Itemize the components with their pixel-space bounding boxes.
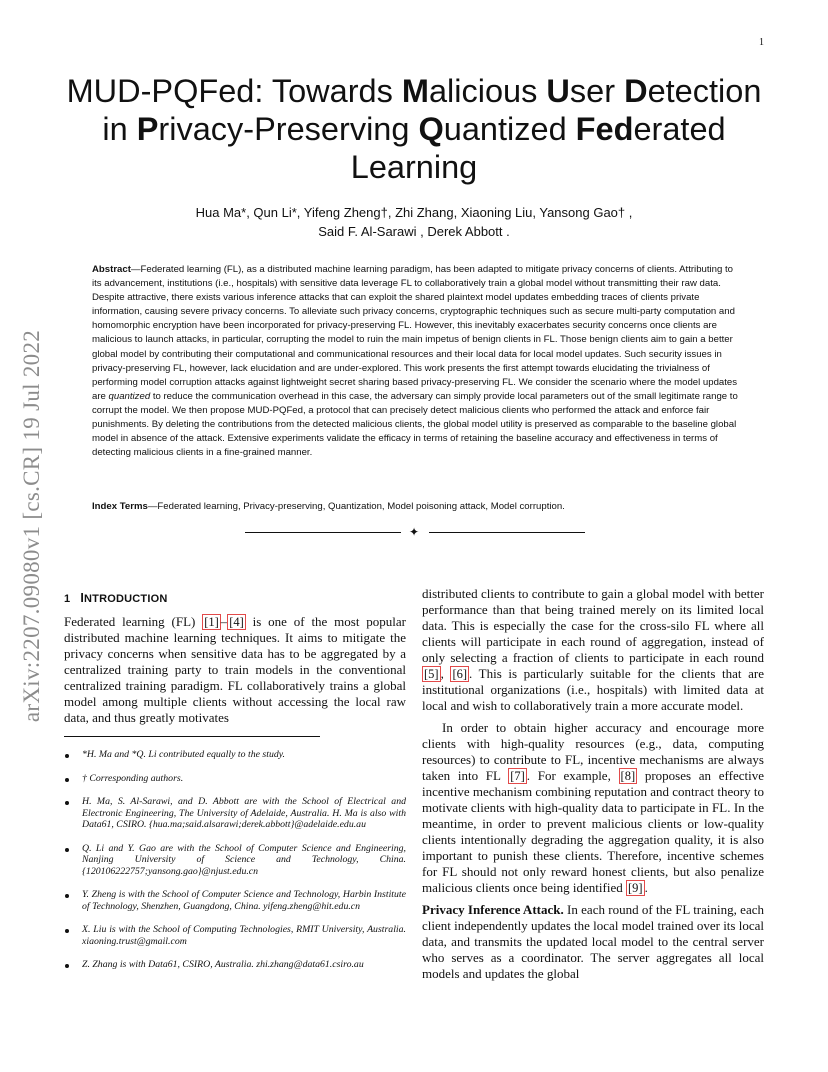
title-line-2	[60, 110, 768, 148]
arxiv-side-identifier	[12, 296, 52, 756]
footnote-item: H. Ma, S. Al-Sarawi, and D. Abbott are with the School of Electrical and Electronic Engineering, The University of Adelaide, Australia. H. Ma is also with Data61, CSIRO. {hua.ma;said.alsarawi;derek.abbott}@adelaide.edu.au	[64, 796, 406, 831]
page-number: 1	[759, 37, 764, 48]
author-list	[120, 203, 708, 241]
title-bold-letter: Q	[418, 111, 444, 147]
paragraph-text: Federated learning (FL)	[64, 614, 203, 629]
section-number: 1	[64, 593, 71, 605]
author-line-1: Hua Ma*, Qun Li*, Yifeng Zheng†, Zhi Zhang, Xiaoning Liu, Yansong Gao† ,	[195, 205, 633, 220]
footnote-item: Z. Zhang is with Data61, CSIRO, Australia. zhi.zhang@data61.csiro.au	[64, 959, 406, 971]
citation-link[interactable]: [4]	[229, 615, 244, 629]
citation-link[interactable]: [7]	[510, 769, 525, 783]
paragraph-text: distributed clients to contribute to gain a global model with better performance than that being trained merely on its limited local data. This is especially the case for the cross-silo FL where all clients will participate in each round of aggregation, instead of only selecting a fraction of clients to participate in each round	[422, 586, 764, 665]
intro-paragraph-1	[64, 614, 406, 726]
title-text: uantized	[443, 111, 576, 147]
run-in-heading: Privacy Inference Attack.	[422, 902, 564, 917]
section-heading-introduction	[64, 590, 406, 607]
index-terms-label: Index Terms	[92, 501, 148, 512]
paper-title	[60, 72, 768, 186]
abstract	[92, 263, 738, 460]
footnote-rule	[64, 736, 320, 737]
title-text: MUD-PQFed: Towards	[66, 73, 402, 109]
title-bold-letter: Fed	[575, 111, 634, 147]
title-line-3: Learning	[350, 149, 478, 185]
abstract-label: Abstract	[92, 264, 131, 275]
title-bold-letter: U	[546, 73, 570, 109]
title-text: etection	[647, 73, 762, 109]
citation-link[interactable]: [9]	[627, 881, 643, 895]
intro-paragraph-2	[422, 720, 764, 896]
title-text: alicious	[428, 73, 547, 109]
abstract-emphasis: quantized	[108, 390, 151, 402]
footnote-item: Y. Zheng is with the School of Computer Science and Technology, Harbin Institute of Technology, Shenzhen, Guangdong, China. yifeng.zheng@hit.edu.cn	[64, 889, 406, 912]
paragraph-text: –	[220, 614, 228, 629]
citation-link[interactable]: [5]	[424, 667, 439, 681]
title-text: erated	[633, 111, 726, 147]
footnote-item: X. Liu is with the School of Computing Technologies, RMIT University, Australia. xiaoning.trust@gmail.com	[64, 924, 406, 947]
section-title-rest: NTRODUCTION	[84, 593, 168, 605]
title-bold-letter: D	[624, 73, 648, 109]
citation-link[interactable]: [8]	[620, 769, 636, 783]
section-separator	[245, 527, 585, 539]
right-column	[422, 586, 764, 982]
footnote-item: † Corresponding authors.	[64, 773, 406, 785]
paragraph-text: In each round of the FL training, each client independently updates the local model trained over its local data, and transmits the updated local model to the central server who serves as a coordinator. The server aggregates all local models and updates the global	[422, 902, 764, 981]
paragraph-text: In order to obtain higher accuracy and encourage more clients with high-quality resources (e.g., data, computing resources) to contribute to FL, incentive mechanisms are always taken into FL	[422, 720, 764, 783]
paragraph-text: ,	[440, 666, 451, 681]
title-line-1	[60, 72, 768, 110]
separator-diamond-icon: ✦	[409, 525, 420, 539]
citation-link[interactable]: [6]	[452, 667, 468, 681]
paragraph-text: .	[644, 880, 648, 895]
abstract-text: to reduce the communication overhead in this case, the adversary can simply provide local parameters out of the small legitimate range to corrupt the model. We then propose MUD-PQFed, a protocol that can precisely detect malicious clients who performed the attack and enforce fair punishments. By deleting the contributions from the detected malicious clients, the global model utility is preserved as comparable to the baseline global model in absence of the attack. Extensive experiments validate the efficacy in terms of retaining the baseline accuracy and effectiveness in terms of detecting malicious clients in a fine-grained manner.	[92, 390, 738, 459]
title-text: in	[102, 111, 137, 147]
footnote-item: Q. Li and Y. Gao are with the School of Computer Science and Engineering, Nanjing University of Science and Technology, China. {120106222757;yansong.gao}@njust.edu.cn	[64, 843, 406, 878]
paragraph-text: . This is particularly suitable for the clients that are institutional organizations (i.e., hospitals) with limited data at local and wish to collaboratively train a more accurate model.	[422, 666, 764, 713]
paragraph-text: . For example,	[526, 768, 619, 783]
section-title-initial: I	[80, 591, 85, 605]
index-terms	[92, 500, 738, 514]
title-text: ser	[569, 73, 625, 109]
intro-paragraph-1-continued	[422, 586, 764, 714]
left-column	[64, 590, 406, 983]
separator-line-left	[245, 532, 401, 533]
footnote-item: *H. Ma and *Q. Li contributed equally to the study.	[64, 749, 406, 761]
title-text: rivacy-Preserving	[158, 111, 419, 147]
author-line-2: Said F. Al-Sarawi , Derek Abbott .	[318, 224, 510, 239]
abstract-text: —Federated learning (FL), as a distributed machine learning paradigm, has been adapted to mitigate privacy concerns of clients. Attributing to its advancement, institutions (i.e., hospitals) with sensitive data leverage FL to collaboratively train a global model without transmitting their raw data. Despite attractive, there exists various inference attacks that can exploit the shared plaintext model updates embedding traces of clients private information, causing severe privacy concerns. To alleviate such privacy concerns, cryptographic techniques such as secure multi-party computation and homomorphic encryption have been incorporated for privacy-preserving FL. However, this inevitably exacerbates security concerns once clients are malicious to launch attacks, in particular, corrupting the model to ruin the main impetus of benign clients in FL. Those benign clients aim to gain a better global model by contributing their computational and communicational resources and their local data for local model updates. Such security issues in privacy-preserving FL, however, lack elucidation and are under-explored. This work presents the first attempt towards elucidating the trivialness of performing model corruption attacks against lightweight secret sharing based privacy-preserving FL. We consider the scenario where the model updates are	[92, 264, 738, 402]
paragraph-text: is one of the most popular distributed machine learning techniques. It aims to mitigate the privacy concerns when sensitive data has to be aggregated by a centralized training party to train models in the conventional centralized training paradigm. FL collaboratively trains a global model among multiple clients without accessing the local raw data, and thus greatly motivates	[64, 614, 406, 725]
footnote-list	[64, 749, 406, 971]
paragraph-text: proposes an effective incentive mechanism combining reputation and contract theory to motivate clients with high-quality data to participate in FL. In the meantime, in order to prevent malicious clients or low-quality clients intentionally degrading the aggregation quality, it is also important to punish these clients. Therefore, incentive schemes for FL should not only reward honest clients, but also penalize malicious clients once being identified	[422, 768, 764, 895]
citation-link[interactable]: [1]	[204, 615, 219, 629]
index-terms-text: —Federated learning, Privacy-preserving, Quantization, Model poisoning attack, Model corruption.	[147, 501, 565, 512]
arxiv-identifier-text: arXiv:2207.09080v1 [cs.CR] 19 Jul 2022	[19, 329, 45, 723]
title-bold-letter: M	[401, 73, 429, 109]
separator-line-right	[429, 532, 585, 533]
privacy-inference-paragraph	[422, 902, 764, 982]
title-bold-letter: P	[136, 111, 159, 147]
